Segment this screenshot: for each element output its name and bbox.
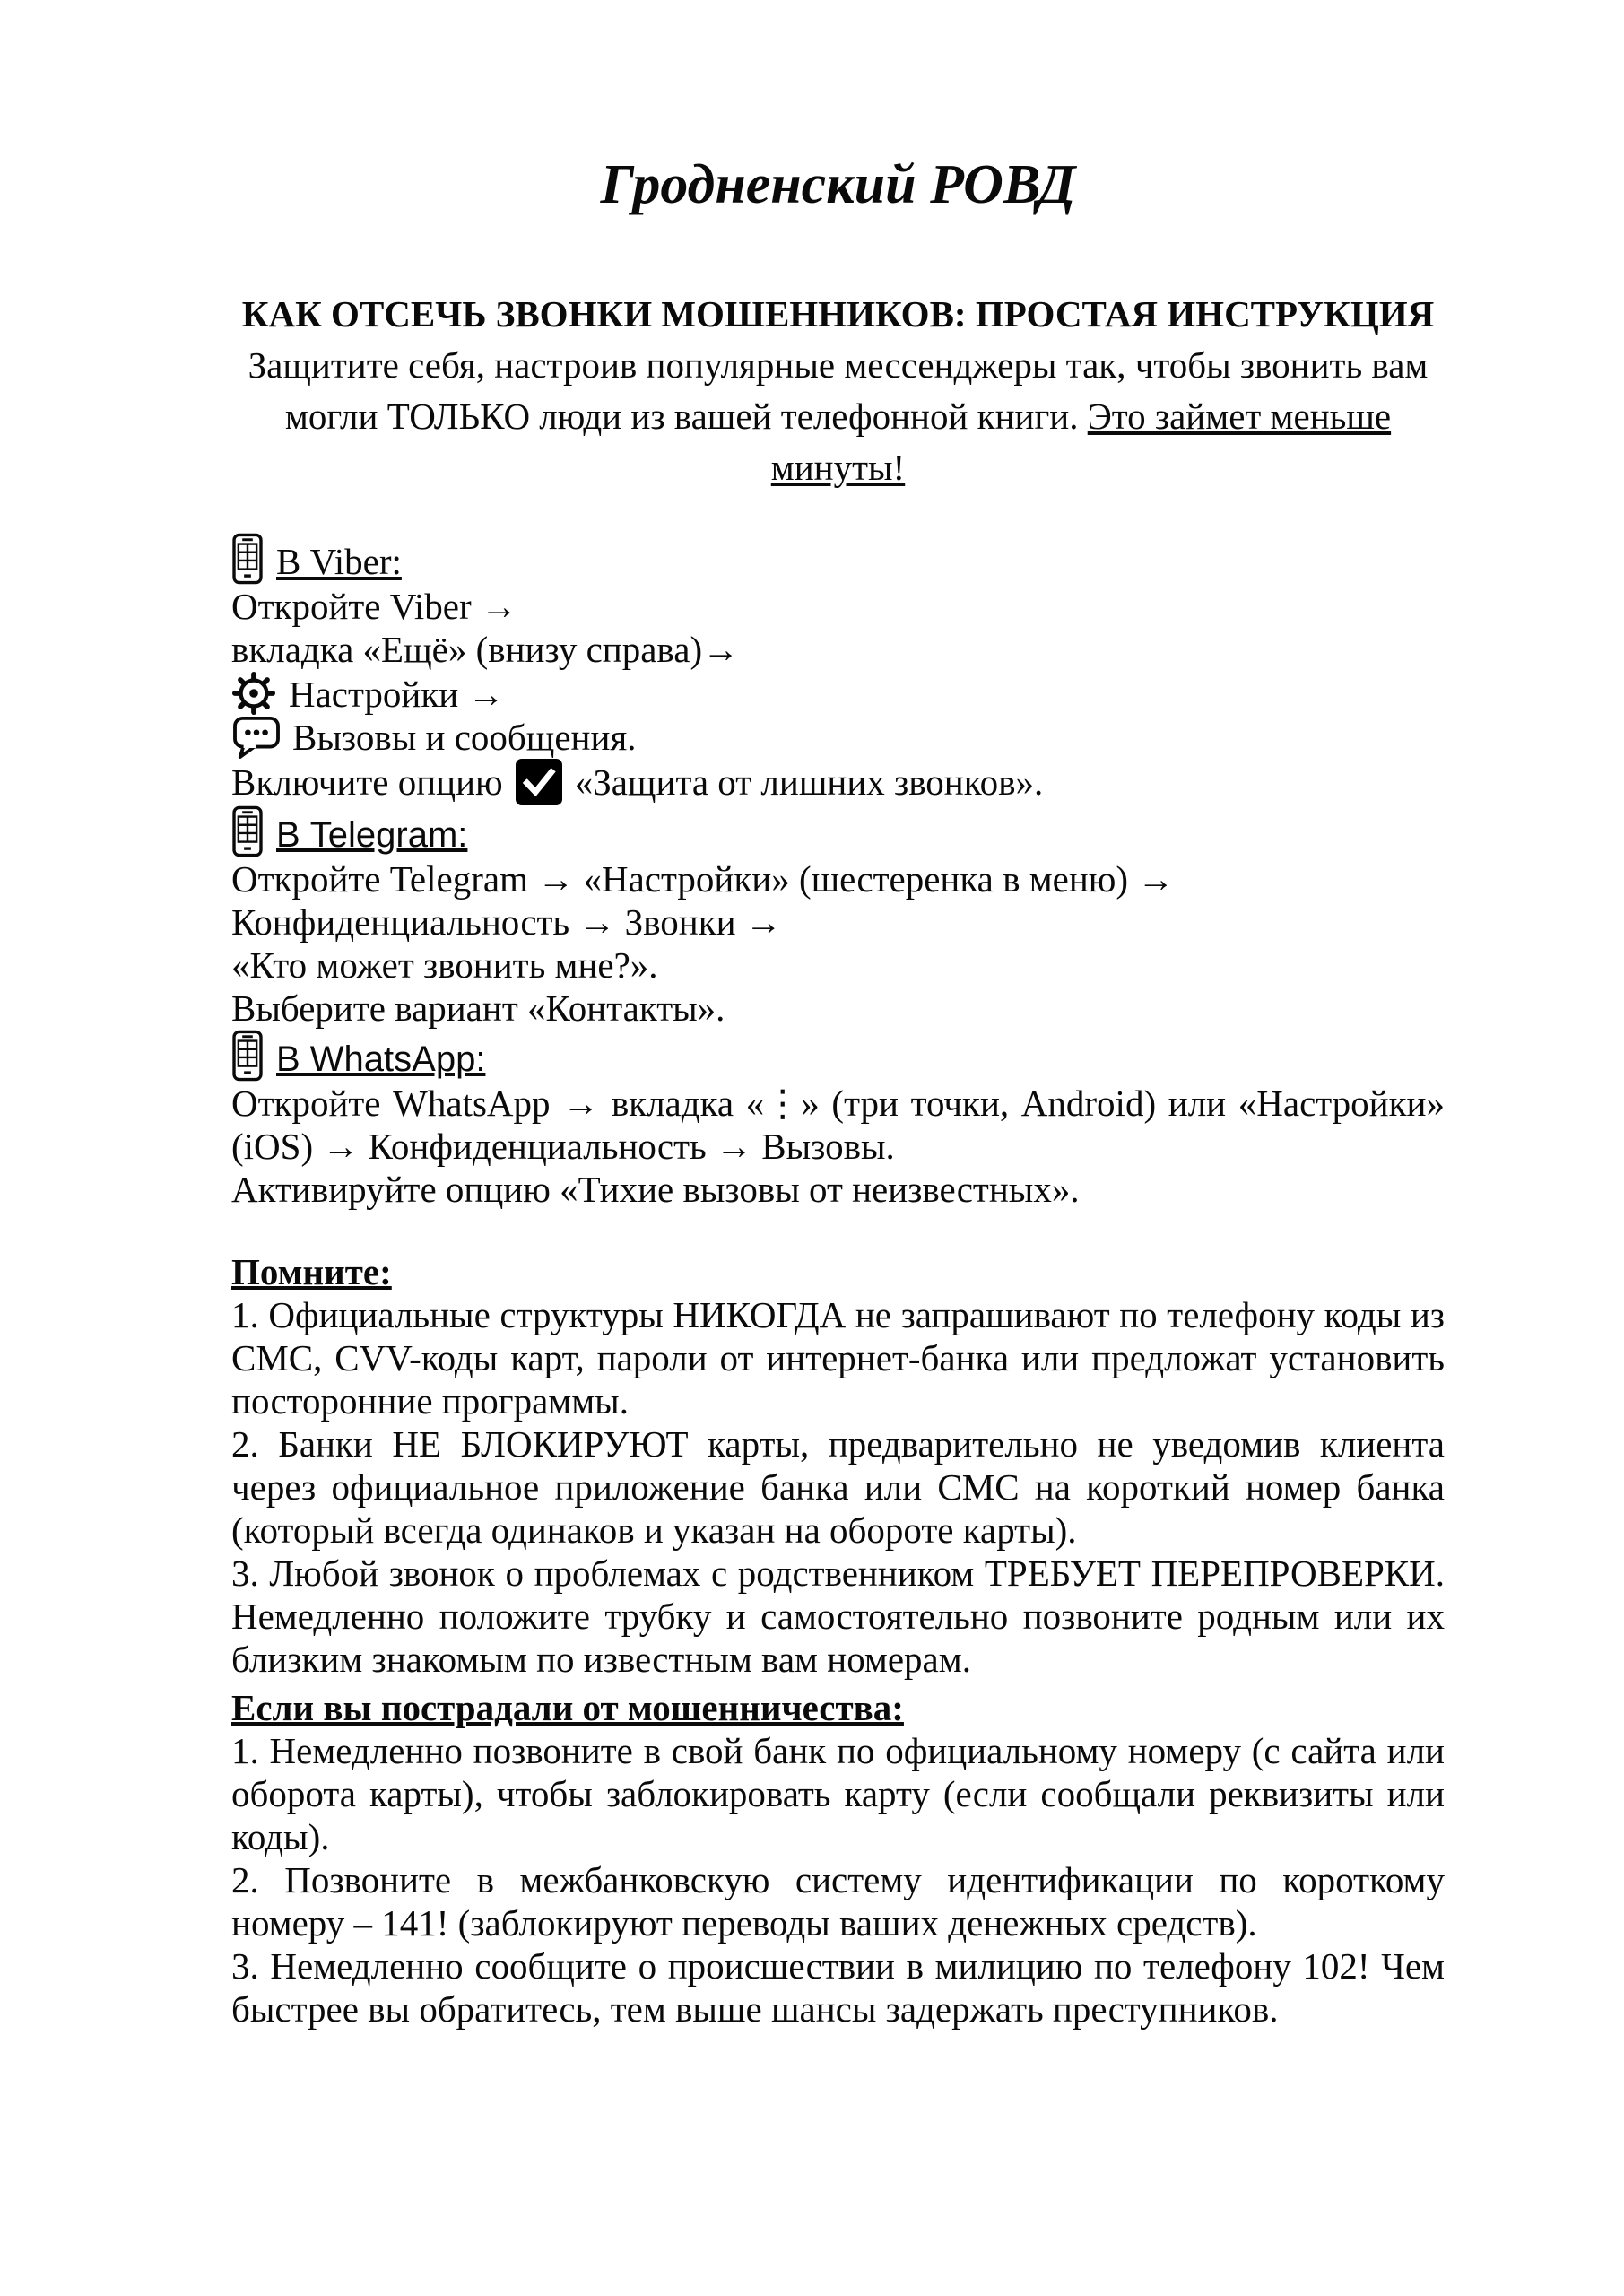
whatsapp-step-silence: Активируйте опцию «Тихие вызовы от неизвестных». xyxy=(231,1169,1080,1210)
chat-bubble-icon xyxy=(231,716,282,759)
intro-underlined-text: Это займет меньше минуты! xyxy=(770,396,1392,488)
viber-step-enable-line xyxy=(231,759,1445,805)
viber-heading-line xyxy=(231,533,1445,585)
viber-step-calls-line xyxy=(231,716,1445,759)
viber-step-more-tab: вкладка «Ещё» (внизу справа)→ xyxy=(231,629,740,670)
mobile-phone-icon xyxy=(231,533,264,585)
remember-item-2: 2. Банки НЕ БЛОКИРУЮТ карты, предварительно не уведомив клиента через официальное приложение банка или СМС на короткий номер банка (который всегда одинаков и указан на обороте карты). xyxy=(231,1423,1445,1551)
viber-step-open: Откройте Viber → xyxy=(231,586,517,627)
settings-gear-icon xyxy=(231,671,276,716)
remember-item-3: 3. Любой звонок о проблемах с родственником ТРЕБУЕТ ПЕРЕПРОВЕРКИ. Немедленно положите трубку и самостоятельно позвоните родным или их близким знакомым по известным вам номерам. xyxy=(231,1552,1445,1680)
viber-step-enable-suffix: «Защита от лишних звонков». xyxy=(574,761,1044,803)
remember-heading: Помните: xyxy=(231,1251,392,1292)
warnings-block xyxy=(231,1250,1445,2031)
victim-item-1: 1. Немедленно позвоните в свой банк по официальному номеру (с сайта или оборота карты), чтобы заблокировать карту (если сообщали реквизиты или коды). xyxy=(231,1730,1445,1857)
whatsapp-heading-line xyxy=(231,1030,1445,1082)
victim-heading: Если вы пострадали от мошенничества: xyxy=(231,1687,904,1728)
intro-text: Защитите себя, настроив популярные мессенджеры так, чтобы звонить вам могли ТОЛЬКО люди из вашей телефонной книги. xyxy=(248,344,1429,437)
viber-step-settings: Настройки → xyxy=(289,674,505,715)
whatsapp-heading: В WhatsApp: xyxy=(276,1039,486,1079)
main-heading: КАК ОТСЕЧЬ ЗВОНКИ МОШЕННИКОВ: ПРОСТАЯ ИНСТРУКЦИЯ xyxy=(241,293,1435,335)
viber-step-calls-messages: Вызовы и сообщения. xyxy=(292,717,637,758)
remember-item-1: 1. Официальные структуры НИКОГДА не запрашивают по телефону коды из СМС, CVV-коды карт, пароли от интернет-банка или предложат установить посторонние программы. xyxy=(231,1294,1445,1422)
viber-heading: В Viber: xyxy=(276,541,402,582)
viber-step-settings-line xyxy=(231,671,1445,716)
messenger-instructions xyxy=(231,533,1445,1211)
victim-item-2: 2. Позвоните в межбанковскую систему идентификации по короткому номеру – 141! (заблокируют переводы ваших денежных средств). xyxy=(231,1859,1445,1944)
victim-item-3: 3. Немедленно сообщите о происшествии в милицию по телефону 102! Чем быстрее вы обратитесь, тем выше шансы задержать преступников. xyxy=(231,1945,1445,2030)
mobile-phone-icon xyxy=(231,805,264,857)
telegram-step-who-can-call: «Кто может звонить мне?». xyxy=(231,944,658,986)
telegram-step-privacy: Конфиденциальность → Звонки → xyxy=(231,901,782,943)
telegram-step-open: Откройте Telegram → «Настройки» (шестеренка в меню) → xyxy=(231,858,1175,900)
whatsapp-step-open: Откройте WhatsApp → вкладка «⋮» (три точки, Android) или «Настройки» (iOS) → Конфиденциальность → Вызовы. xyxy=(231,1083,1445,1167)
checked-checkbox-icon xyxy=(516,759,562,805)
telegram-heading: В Telegram: xyxy=(276,815,468,855)
document-title: Гродненский РОВД xyxy=(600,154,1076,215)
viber-step-enable-prefix: Включите опцию xyxy=(231,761,503,803)
intro-paragraph xyxy=(231,340,1445,493)
mobile-phone-icon xyxy=(231,1030,264,1082)
telegram-heading-line xyxy=(231,805,1445,857)
telegram-step-contacts: Выберите вариант «Контакты». xyxy=(231,987,725,1029)
